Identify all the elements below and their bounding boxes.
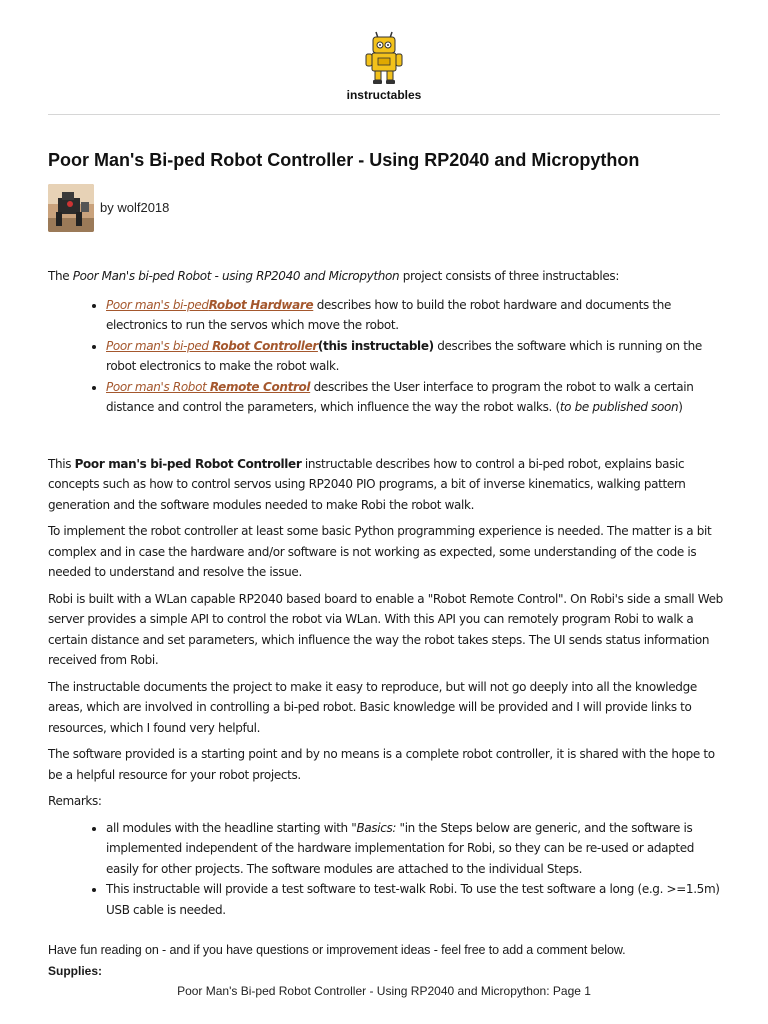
list-item [106, 818, 730, 880]
remark-pre: This instructable will provide a test software to test-walk Robi. To use the test software a long (e.g. >=1.5m) USB cable is needed. [106, 882, 720, 917]
part-link-prefix: Poor man's bi-ped [106, 338, 213, 353]
part-description: describes the User interface to program the robot to walk a certain distance and control the parameters, which influence the way the robot walks. ( [106, 379, 694, 414]
project-name: Poor Man's bi-ped Robot - using RP2040 and Micropython [72, 269, 400, 283]
header-divider [48, 114, 720, 115]
part-description: describes how to build the robot hardware and documents the electronics to run the servos which move the robot. [106, 297, 672, 332]
part-link-prefix: Poor man's Robot [106, 379, 210, 394]
body-paragraph: The software provided is a starting point and by no means is a complete robot controller, it is shared with the hope to be a helpful resource for your robot projects. [48, 747, 715, 782]
parts-list [48, 295, 730, 418]
part-link-strong: Remote Control [209, 379, 311, 394]
description-paragraph [48, 454, 730, 516]
brand-name[interactable]: instructables [346, 88, 422, 102]
part-link-remote-control[interactable] [106, 380, 310, 394]
page-title: Poor Man's Bi-ped Robot Controller - Using RP2040 and Micropython [48, 150, 640, 170]
intro-post: project consists of three instructables: [399, 269, 620, 283]
part-link-hardware[interactable] [106, 298, 313, 312]
author-row [48, 184, 169, 232]
remark-post: in the Steps below are generic, and the software is implemented independent of the hardware implementation for Robi, so they can be re-used or adapted easily for other projects. The software modules are attached to the individual Steps. [106, 820, 695, 876]
intro-paragraph [48, 266, 730, 287]
body-paragraph: To implement the robot controller at least some basic Python programming experience is needed. The matter is a bit complex and in case the hardware and/or software is not working as expected, some understanding of the code is needed to understand and resolve the issue. [48, 524, 712, 579]
part-link-controller[interactable] [106, 339, 318, 353]
byline-prefix: by [100, 200, 118, 215]
remarks-label: Remarks: [48, 794, 102, 808]
body-paragraph: The instructable documents the project to make it easy to reproduce, but will not go deeply into all the knowledge areas, which are involved in controlling a bi-ped robot. Basic knowledge will be provided and I will provide links to resources, which I found very helpful. [48, 679, 697, 735]
site-header [0, 30, 768, 102]
robot-logo-icon[interactable] [364, 30, 404, 86]
description-post: instructable describes how to control a bi-ped robot, explains basic concepts such as how to control servos using RP2040 PIO programs, a bit of inverse kinematics, walking pattern generation and the software modules needed to make Robi the robot walk. [48, 456, 686, 512]
part-description: describes the software which is running on the robot electronics to make the robot walk. [106, 338, 702, 373]
part-description-end: ) [678, 400, 683, 414]
part-link-strong: Robot Hardware [208, 297, 314, 312]
byline [100, 200, 169, 215]
publish-note: to be published soon [559, 400, 679, 414]
remark-pre: all modules with the headline starting with [106, 820, 352, 835]
part-link-strong: Robot Controller [212, 338, 318, 353]
body-paragraph: Robi is built with a WLan capable RP2040 based board to enable a "Robot Remote Control". On Robi's side a small Web server provides a simple API to control the robot via WLan. With this API you can remotely program Robi to walk a certain distance and set parameters, which influence the way the robot takes steps. The UI sends status information received from Robi. [48, 591, 723, 667]
remark-em: "Basics: " [351, 820, 405, 835]
description-pre: This [48, 456, 75, 471]
list-item [106, 336, 730, 377]
remarks-list [48, 818, 730, 921]
list-item [106, 377, 730, 418]
list-item [106, 295, 730, 336]
intro-pre: The [48, 269, 73, 283]
list-item [106, 879, 730, 920]
part-extra: (this instructable) [317, 338, 434, 353]
supplies-heading: Supplies: [48, 963, 103, 978]
description-strong: Poor man's bi-ped Robot Controller [74, 456, 302, 471]
author-link[interactable]: wolf2018 [117, 200, 170, 215]
article-body [48, 266, 730, 987]
part-link-prefix: Poor man's bi-ped [106, 297, 209, 312]
author-avatar[interactable] [48, 184, 94, 232]
closing-paragraph: Have fun reading on - and if you have questions or improvement ideas - feel free to add a comment below. [48, 943, 626, 957]
page-footer: Poor Man's Bi-ped Robot Controller - Using RP2040 and Micropython: Page 1 [177, 984, 591, 998]
